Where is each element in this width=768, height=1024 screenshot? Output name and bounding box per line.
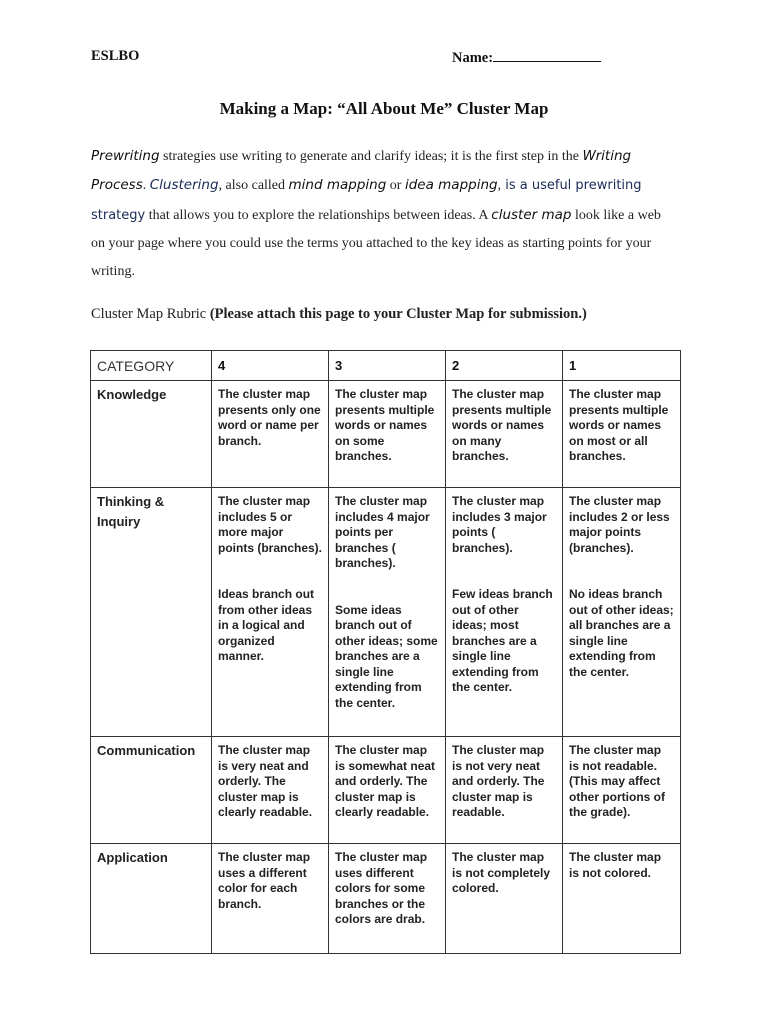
cell-part-1: The cluster map includes 2 or less major points (branches). xyxy=(569,494,670,555)
rubric-table xyxy=(90,350,681,954)
table-row xyxy=(91,381,681,488)
intro-text-3: , also called xyxy=(218,178,289,194)
name-blank-line xyxy=(493,48,601,62)
table-cell: The cluster map is not colored. xyxy=(563,844,681,954)
term-writing-process: Writing Process xyxy=(91,148,632,194)
header-score-2: 2 xyxy=(446,351,563,381)
table-cell: The cluster map is not completely colored. xyxy=(446,844,563,954)
cell-part-1: The cluster map includes 4 major points per branches ( branches). xyxy=(335,494,430,570)
table-header-row xyxy=(91,351,681,381)
intro-text-1: strategies use writing to generate and clarify ideas; it is the first step in the xyxy=(159,149,583,164)
table-row xyxy=(91,844,681,954)
intro-text-4: or xyxy=(386,178,405,194)
row-category-communication: Communication xyxy=(91,737,212,844)
cell-part-1: The cluster map includes 3 major points ( branches). xyxy=(452,494,547,555)
header-score-3: 3 xyxy=(329,351,446,381)
row-category-application: Application xyxy=(91,844,212,954)
rubric-heading-title: Cluster Map Rubric xyxy=(91,306,207,322)
term-prewriting: Prewriting xyxy=(91,148,160,164)
cell-part-2: Few ideas branch out of other ideas; most branches are a single line extending from the center. xyxy=(452,587,553,694)
header-category: CATEGORY xyxy=(91,351,212,381)
table-cell: The cluster map is very neat and orderly. The cluster map is clearly readable. xyxy=(212,737,329,844)
cell-part-2: Ideas branch out from other ideas in a logical and organized manner. xyxy=(218,587,315,663)
term-clustering: Clustering xyxy=(149,177,219,194)
intro-text-5: , xyxy=(497,178,502,194)
table-cell: The cluster map presents only one word or name per branch. xyxy=(212,381,329,488)
rubric-heading xyxy=(91,306,587,323)
table-cell: The cluster map presents multiple words or names on some branches. xyxy=(329,381,446,488)
org-label: ESLBO xyxy=(91,48,140,64)
table-cell xyxy=(212,488,329,737)
name-label: Name: xyxy=(452,50,494,66)
rubric-heading-instruction: (Please attach this page to your Cluster Map for submission.) xyxy=(206,306,587,322)
table-cell xyxy=(446,488,563,737)
table-cell: The cluster map uses different colors for some branches or the colors are drab. xyxy=(329,844,446,954)
intro-text-2: . xyxy=(142,178,150,194)
table-cell: The cluster map presents multiple words or names on most or all branches. xyxy=(563,381,681,488)
table-cell: The cluster map uses a different color for each branch. xyxy=(212,844,329,954)
cell-part-2: Some ideas branch out of other ideas; some branches are a single line extending from the center. xyxy=(335,602,438,710)
table-cell xyxy=(563,488,681,737)
name-field xyxy=(452,48,601,67)
cell-part-1: The cluster map includes 5 or more major points (branches). xyxy=(218,494,323,555)
row-category-knowledge: Knowledge xyxy=(91,381,212,488)
row-category-thinking-inquiry: Thinking & Inquiry xyxy=(91,488,212,737)
table-cell: The cluster map is somewhat neat and orderly. The cluster map is clearly readable. xyxy=(329,737,446,844)
table-cell: The cluster map presents multiple words or names on many branches. xyxy=(446,381,563,488)
intro-text-prewriting-strategy: is a useful prewriting strategy xyxy=(91,178,642,223)
intro-paragraph xyxy=(91,142,671,286)
term-idea-mapping: idea mapping xyxy=(404,177,498,194)
header-score-4: 4 xyxy=(212,351,329,381)
page-title: Making a Map: “All About Me” Cluster Map xyxy=(219,99,549,118)
table-row xyxy=(91,737,681,844)
intro-text-7: look like a web on your page where you could use the terms you attached to the key ideas as starting points for your writing. xyxy=(91,207,661,280)
intro-text-6: that allows you to explore the relationships between ideas. A xyxy=(145,207,492,223)
table-cell xyxy=(329,488,446,737)
table-row xyxy=(91,488,681,737)
term-mind-mapping: mind mapping xyxy=(288,177,387,194)
table-cell: The cluster map is not readable. (This may affect other portions of the grade). xyxy=(563,737,681,844)
header-score-1: 1 xyxy=(563,351,681,381)
table-cell: The cluster map is not very neat and orderly. The cluster map is readable. xyxy=(446,737,563,844)
cell-part-2: No ideas branch out of other ideas; all branches are a single line extending from the center. xyxy=(569,587,674,679)
term-cluster-map: cluster map xyxy=(491,206,572,223)
